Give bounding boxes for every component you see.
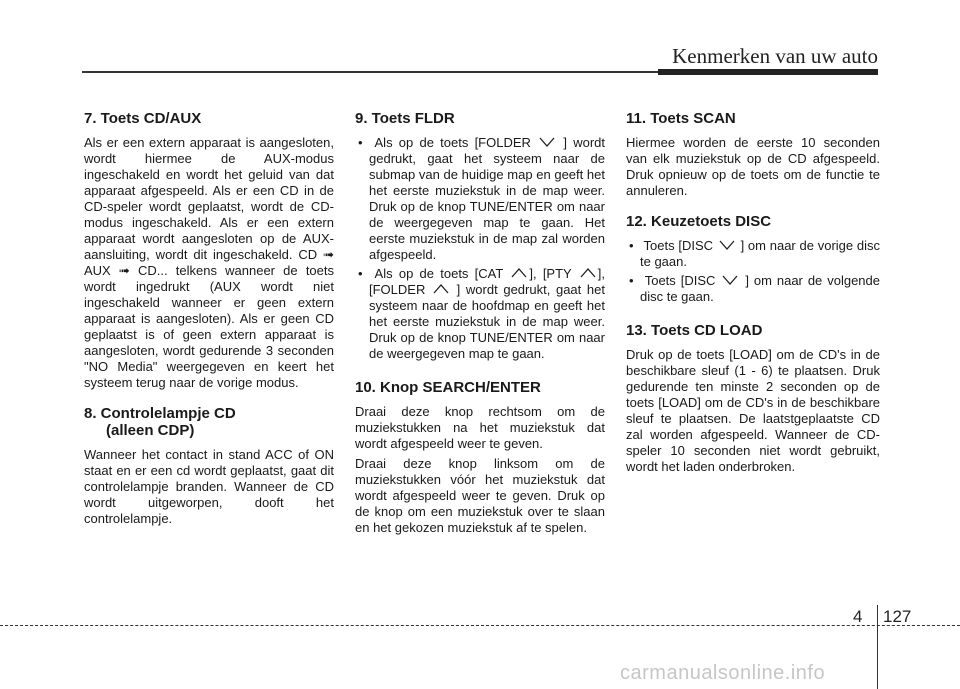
section-11-title: 11. Toets SCAN (626, 110, 736, 127)
chevron-down-icon (717, 239, 737, 251)
header-accent-bar (658, 69, 878, 75)
list-item (355, 266, 605, 362)
column-2 (355, 110, 605, 536)
list-item (355, 135, 605, 263)
list-item (626, 273, 880, 305)
list-item-text: ] wordt gedrukt, gaat het systeem naar de submap van de huidige map en geeft het het eerste muziekstuk in de map weer. Druk op de knop TUNE/ENTER om naar de weergegeven map te gaan. Het eerste muziekstuk in de map zal worden afgespeeld. (369, 135, 605, 262)
chevron-up-icon (578, 267, 598, 279)
column-1 (84, 110, 334, 527)
list-item-text: ] om naar de volgende disc te gaan. (640, 273, 880, 304)
list-item-text: ] om naar de vorige disc te gaan. (640, 238, 880, 269)
section-12-title: 12. Keuzetoets DISC (626, 213, 772, 230)
chapter-number: 4 (853, 607, 863, 626)
section-7-title: 7. Toets CD/AUX (84, 110, 202, 127)
watermark: carmanualsonline.info (620, 662, 826, 684)
section-9-title: 9. Toets FLDR (355, 110, 455, 127)
list-item-text: Toets [DISC (644, 273, 716, 288)
footer-dashed-rule (0, 625, 960, 626)
footer-divider (877, 605, 878, 689)
list-item-text: ], [FOLDER (369, 266, 605, 297)
column-3 (626, 110, 880, 475)
list-item-text: Als op de toets [CAT (374, 266, 504, 281)
section-7-body: Als er een extern apparaat is aangesloten, wordt hiermee de AUX-modus ingeschakeld en wordt het geluid van dat apparaat afgespeeld. Als er een CD in de CD-speler wordt geplaatst, wordt de CD-modus ingeschakeld. Als er een extern apparaat wordt aangesloten op de AUX-aansluiting, wordt dit ingeschakeld. CD ➟ AUX ➟ CD... telkens wanneer de toets wordt ingedrukt (AUX wordt niet ingeschakeld wanneer er geen extern apparaat is aangesloten). Als er geen CD geplaatst is of geen extern apparaat is aangesloten, wordt gedurende 3 seconden "NO Media" weergegeven en keert het systeem terug naar de vorige modus. (84, 135, 334, 390)
section-8-title-line2: (alleen CDP) (106, 422, 195, 439)
section-12-list (626, 238, 880, 305)
section-11-body: Hiermee worden de eerste 10 seconden van elk muziekstuk op de CD afgespeeld. Druk opnieuw op de toets om de functie te annuleren. (626, 135, 880, 198)
chevron-up-icon (509, 267, 529, 279)
list-item-text: ], [PTY (529, 266, 572, 281)
chevron-up-icon (431, 283, 451, 295)
section-8-body: Wanneer het contact in stand ACC of ON staat en er een cd wordt geplaatst, gaat dit controlelampje branden. Wanneer de CD wordt uitgeworpen, dooft het controlelampje. (84, 447, 334, 526)
section-10-title: 10. Knop SEARCH/ENTER (355, 379, 541, 396)
section-13-title: 13. Toets CD LOAD (626, 322, 763, 339)
section-13-body: Druk op de toets [LOAD] om de CD's in de beschikbare sleuf (1 - 6) te plaatsen. Druk gedurende ten minste 2 seconden op de toets [LOAD] om de CD's in de beschikbare sleuf te plaatsen. De laatstgeplaatste CD zal worden afgespeeld. Wanneer de CD-speler 10 seconden niet wordt gebruikt, wordt het laden onderbroken. (626, 347, 880, 474)
running-header: Kenmerken van uw auto (672, 44, 878, 68)
section-8-title-line1: 8. Controlelampje CD (84, 405, 236, 422)
page-number: 127 (883, 607, 912, 626)
list-item (626, 238, 880, 270)
chevron-down-icon (537, 136, 557, 148)
section-10-para-1: Draai deze knop rechtsom om de muziekstukken na het muziekstuk dat wordt afgespeeld weer te geven. (355, 404, 605, 451)
section-10-para-2: Draai deze knop linksom om de muziekstukken vóór het muziekstuk dat wordt afgespeeld weer te geven. Druk op de knop om een muziekstuk over te slaan en het gekozen muziekstuk af te spelen. (355, 456, 605, 535)
list-item-text: ] wordt gedrukt, gaat het systeem naar de hoofdmap en geeft het het eerste muziekstuk in de map weer. Druk op de knop TUNE/ENTER om naar de weergegeven map te gaan. (369, 282, 605, 361)
list-item-text: Toets [DISC (643, 238, 714, 253)
section-8-title (84, 405, 334, 439)
section-9-list (355, 135, 605, 362)
chevron-down-icon (720, 274, 740, 286)
list-item-text: Als op de toets [FOLDER (374, 135, 531, 150)
